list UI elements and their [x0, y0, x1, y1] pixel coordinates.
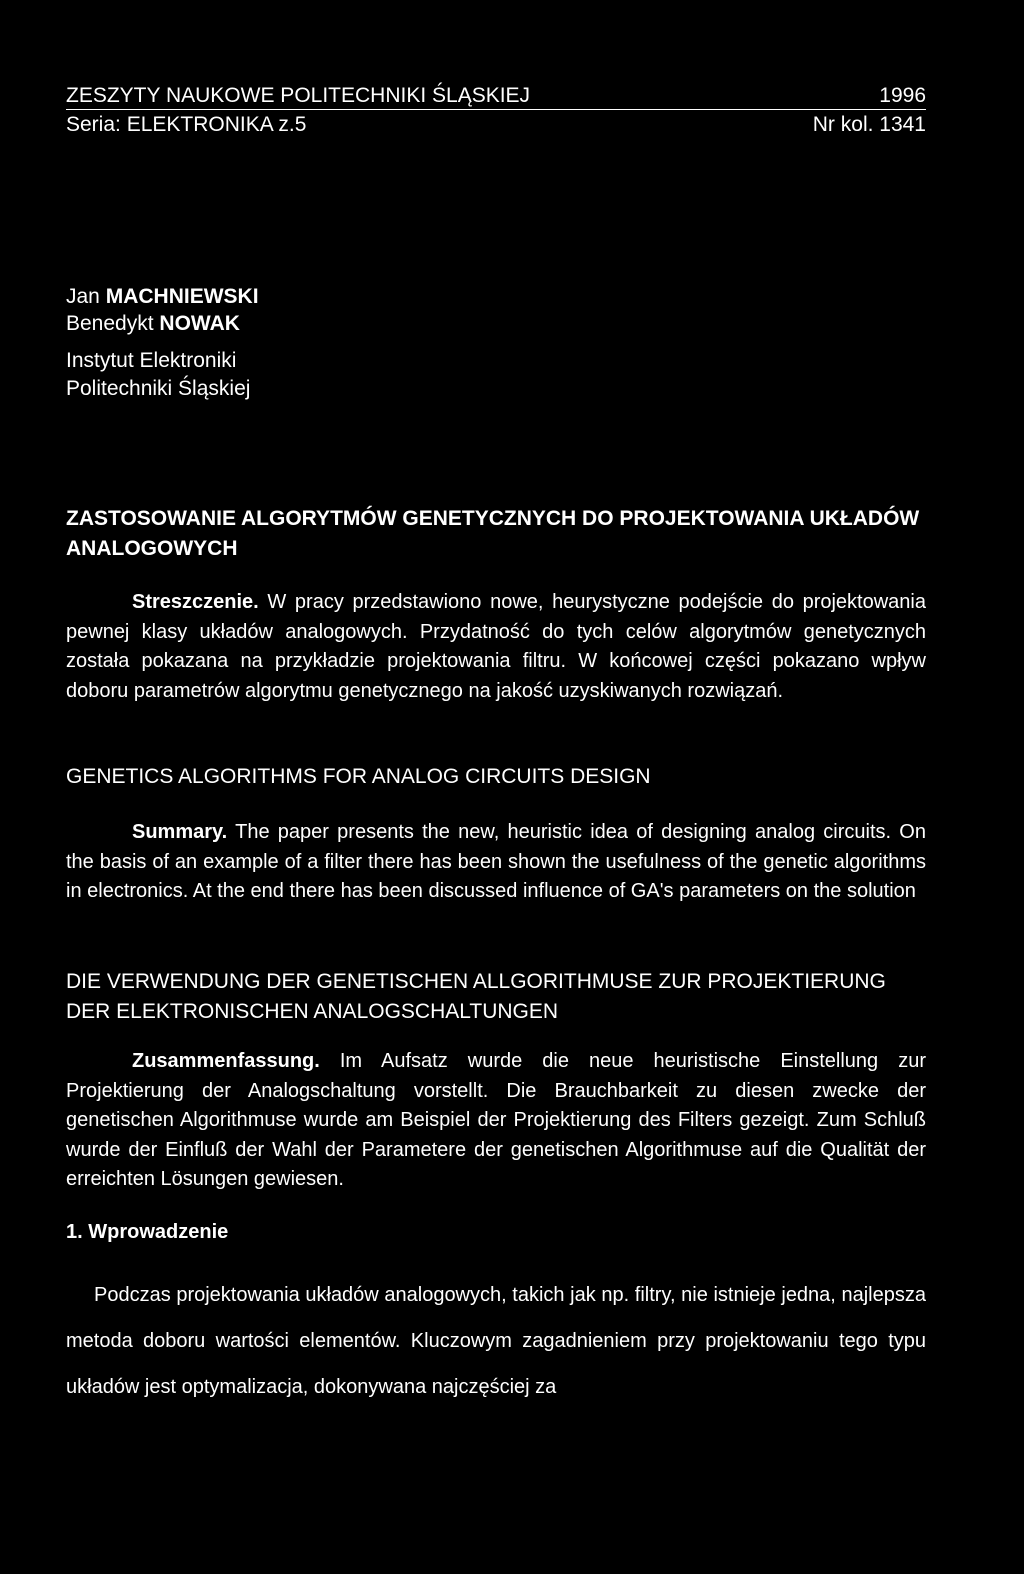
abstract-english-label: Summary.	[132, 821, 228, 843]
section-body: Podczas projektowania układów analogowych, takich jak np. filtry, nie istnieje jedna, najlepsza metoda doboru wartości elementów. Kluczowym zagadnieniem przy projektowaniu tego typu układów jest optymalizacja, dokonywana najczęściej za	[66, 1284, 926, 1398]
title-polish: ZASTOSOWANIE ALGORYTMÓW GENETYCZNYCH DO PROJEKTOWANIA UKŁADÓW ANALOGOWYCH	[66, 507, 920, 560]
journal-name: ZESZYTY NAUKOWE POLITECHNIKI ŚLĄSKIEJ	[66, 84, 531, 107]
section-heading: 1. Wprowadzenie	[66, 1221, 229, 1243]
issue-number: Nr kol. 1341	[812, 113, 926, 136]
author-2: Benedykt NOWAK	[66, 312, 240, 335]
title-english: GENETICS ALGORITHMS FOR ANALOG CIRCUITS DESIGN	[66, 765, 651, 788]
journal-year: 1996	[879, 84, 926, 107]
title-german: DIE VERWENDUNG DER GENETISCHEN ALLGORITHMUSE ZUR PROJEKTIERUNG DER ELEKTRONISCHEN ANALOGSCHALTUNGEN	[66, 970, 886, 1023]
affiliation-line-1: Instytut Elektroniki	[66, 349, 237, 372]
journal-header	[66, 84, 926, 110]
abstract-german-text: Im Aufsatz wurde die neue heuristische Einstellung zur Projektierung der Analogschaltung vorstellt. Die Brauchbarkeit zu diesen zwecke der genetischen Algorithmuse wurde am Beispiel der Projektierung des Filters gezeigt. Zum Schluß wurde der Einfluß der Wahl der Parametere der genetischen Algorithmuse auf die Qualität der erreichten Lösungen gewiesen.	[66, 1050, 926, 1190]
abstract-english	[66, 818, 926, 907]
abstract-german	[66, 1047, 926, 1195]
abstract-polish-label: Streszczenie.	[132, 591, 259, 613]
series-name: Seria: ELEKTRONIKA z.5	[66, 113, 307, 136]
abstract-polish	[66, 588, 926, 706]
abstract-german-label: Zusammenfassung.	[132, 1050, 320, 1072]
abstract-english-text: The paper presents the new, heuristic idea of designing analog circuits. On the basis of an example of a filter there has been shown the usefulness of the genetic algorithms in electronics. At the end there has been discussed influence of GA's parameters on the solution	[66, 821, 926, 902]
abstract-polish-text: W pracy przedstawiono nowe, heurystyczne podejście do projektowania pewnej klasy układów analogowych. Przydatność do tych celów algorytmów genetycznych została pokazana na przykładzie projektowania filtru. W końcowej części pokazano wpływ doboru parametrów algorytmu genetycznego na jakość uzyskiwanych rozwiązań.	[66, 591, 926, 702]
series-header	[66, 113, 926, 137]
author-1: Jan MACHNIEWSKI	[66, 285, 259, 308]
affiliation-line-2: Politechniki Śląskiej	[66, 377, 251, 400]
